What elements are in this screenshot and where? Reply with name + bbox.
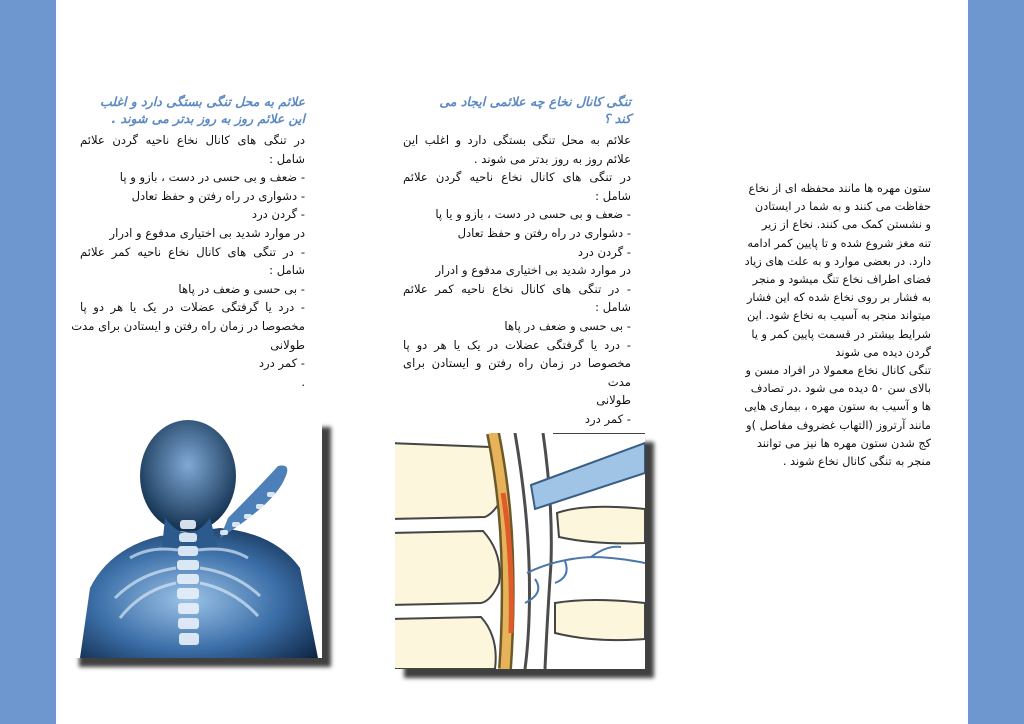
body-line: دارد. در بعضی موارد و به علت های زیاد [744, 254, 931, 268]
body-line: - در تنگی های کانال نخاع ناحیه کمر علائم [403, 281, 631, 296]
body-line: بالای سن ۵۰ دیده می شود .در تصادف [750, 382, 931, 396]
body-line: میتواند منجر به آسیب به نخاع شود. این [747, 309, 931, 323]
body-line: در تنگی های کانال نخاع ناحیه گردن علائم [80, 133, 305, 147]
middle-column-body [403, 131, 631, 429]
body-line: تنگی کانال نخاع معمولا در افراد مسن و [745, 364, 931, 378]
body-line: - بی حسی و ضعف در پاها [178, 281, 305, 296]
body-line: - دشواری در راه رفتن و حفظ تعادل [457, 225, 631, 240]
body-line: فضای اطراف نخاع تنگ میشود و منجر [752, 273, 931, 287]
heading-line: تنگی کانال نخاع چه علائمی ایجاد می [439, 94, 631, 109]
body-line: - گردن درد [577, 244, 631, 259]
spinal-stenosis-diagram [395, 433, 645, 669]
heading-line: علائم به محل تنگی بستگی دارد و اغلب [100, 94, 305, 109]
body-line: طولانی [270, 337, 305, 352]
right-text-column [738, 180, 931, 471]
body-line: گردن دیده می شوند [835, 345, 931, 359]
body-line: به فشار بر روی نخاع شده که این فشار [746, 291, 931, 305]
body-line: منجر به تنگی کانال نخاع شوند . [782, 455, 931, 469]
body-line: - در تنگی های کانال نخاع ناحیه کمر علائم [80, 244, 305, 259]
left-column-body [71, 131, 305, 391]
left-text-column [71, 93, 305, 391]
right-blue-margin [968, 0, 1024, 724]
body-line: - درد یا گرفتگی عضلات در یک یا هر دو پا [80, 300, 305, 315]
body-line: - کمر درد [584, 411, 631, 426]
body-line: - ضعف و بی حسی در دست ، بازو و پا [119, 170, 305, 185]
heading-line: کند ؟ [603, 111, 631, 126]
body-line: و نشستن کمک می کنند. نخاع از زیر [761, 218, 931, 232]
body-line: ستون مهره ها مانند محفظه ای از نخاع [748, 182, 931, 195]
body-line: شامل : [595, 188, 631, 203]
body-line: در تنگی های کانال نخاع ناحیه گردن علائم [403, 170, 631, 185]
body-line: علائم به محل تنگی بستگی دارد و اغلب این [403, 133, 631, 147]
body-line: - بی حسی و ضعف در پاها [504, 318, 631, 333]
body-line: - دشواری در راه رفتن و حفظ تعادل [131, 188, 305, 203]
body-line: - گردن درد [251, 207, 305, 222]
body-line: ها و آسیب به ستون مهره ، بیماری هایی [744, 400, 931, 414]
spinal-canal-illustration [395, 433, 645, 669]
left-column-heading [80, 93, 305, 127]
right-column-body [738, 180, 931, 471]
body-line: شرایط بیشتر در قسمت پایین کمر و یا [751, 327, 931, 341]
left-blue-margin [0, 0, 56, 724]
body-line: کج شدن ستون مهره ها نیز می توانند [756, 436, 931, 450]
body-line: - کمر درد [258, 356, 305, 371]
body-line: شامل : [269, 263, 305, 278]
middle-column-heading [403, 93, 631, 127]
body-line: حفاظت می کنند و به شما در ایستادن [754, 200, 931, 214]
neck-xray-illustration [70, 418, 322, 658]
body-line: در موارد شدید بی اختیاری مدفوع و ادرار [109, 225, 305, 240]
body-line: طولانی [596, 393, 631, 408]
body-line: تنه مغز شروع شده و تا پایین کمر ادامه [747, 236, 931, 250]
body-line: مخصوصا در زمان راه رفتن و ایستادن برای مدت [71, 318, 305, 333]
body-line: شامل : [269, 151, 305, 166]
body-line: . [301, 374, 305, 389]
neck-pain-xray-image [70, 418, 322, 658]
body-line: علائم روز به روز بدتر می شوند . [473, 151, 631, 166]
body-line: در موارد شدید بی اختیاری مدفوع و ادرار [435, 263, 631, 278]
middle-text-column [403, 93, 631, 429]
body-line: - ضعف و بی حسی در دست ، بازو و یا پا [435, 207, 631, 222]
body-line: مانند آرتروز (التهاب غضروف مفاصل )و [746, 418, 931, 432]
body-line: - درد یا گرفتگی عضلات در یک یا هر دو پا [403, 337, 631, 352]
body-line: مخصوصا در زمان راه رفتن و ایستادن برای مدت [403, 356, 631, 389]
body-line: شامل : [595, 300, 631, 315]
heading-line: این علائم روز به روز بدتر می شوند . [111, 111, 305, 126]
